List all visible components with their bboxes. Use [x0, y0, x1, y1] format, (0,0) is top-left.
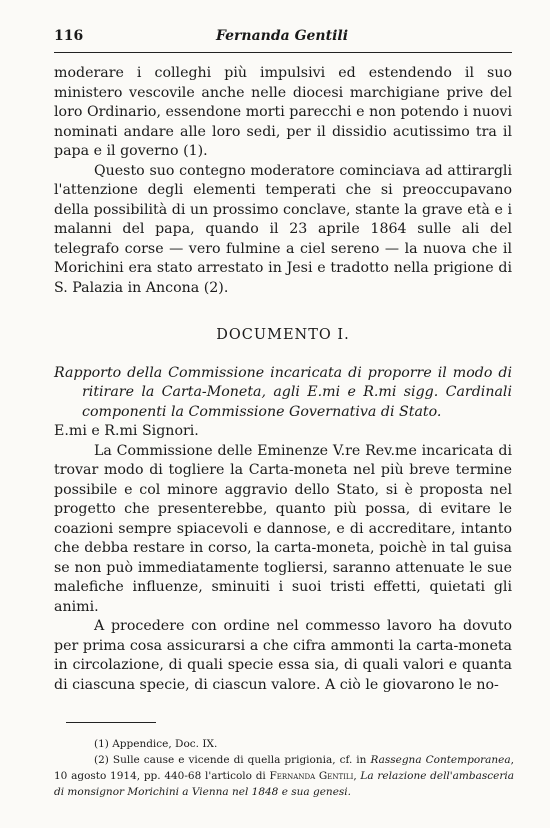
document-paragraph: La Commissione delle Eminenze V.re Rev.me incaricata di trovar modo di togliere la Carta-moneta nel più breve termine possibile e col minore aggravio dello Stato, si è proposta nel progetto che presenterebbe, quanto più possa, di evitare le coazioni sempre spiacevoli e dannose, e di accreditare, intanto che debba restare in corso, la carta-moneta, poichè in tal guisa se non può immediatamente togliersi, saranno attenuate le sue malefiche influenze, sminuiti i suoi tristi effetti, quietati gli animi.: [54, 442, 512, 615]
footnote-2-article-title: La relazione dell'ambasceria di monsignor Morichini a Vienna nel 1848 e sua genesi.: [54, 770, 514, 798]
document-paragraph: A procedere con ordine nel commesso lavoro ha dovuto per prima cosa assicurarsi a che cifra ammonti la carta-moneta in circolazione, di quali specie essa sia, di quali valori e quanta di ciascuna specie, di ciascun valore. A ciò le giovarono le no-: [54, 618, 512, 693]
document-caption: Rapporto della Commissione incaricata di proporre il modo di ritirare la Carta-Moneta, agli E.mi e R.mi sigg. Cardinali componenti la Commissione Governativa di Stato.: [54, 364, 512, 420]
page-header: [54, 28, 510, 50]
footnotes: [54, 736, 514, 800]
footnote-2-text: (2) Sulle cause e vicende di quella prigionia, cf. in: [94, 754, 371, 766]
footnote-2-journal: Rassegna Contemporanea: [370, 754, 511, 766]
footnote-2-text: , 10 agosto 1914, pp. 440-68 l'articolo di: [54, 754, 514, 782]
header-rule: [54, 52, 512, 53]
footnote-2: [54, 752, 514, 800]
document-title: DOCUMENTO I.: [216, 327, 350, 343]
body-paragraph: moderare i colleghi più impulsivi ed estendendo il suo ministero vescovile anche nelle diocesi marchigiane prive del loro Ordinario, essendone morti parecchi e non potendo i nuovi nominati andare alle loro sedi, per il dissidio acutissimo tra il papa e il governo (1).: [54, 65, 512, 159]
footnote-2-text: ,: [353, 770, 361, 782]
footnote-2-author: Fernanda Gentili: [269, 770, 354, 782]
footnote-rule: [66, 722, 156, 723]
body-paragraph: Questo suo contegno moderatore cominciava ad attirargli l'attenzione degli elementi temperati che si preoccupavano della possibilità di un prossimo conclave, stante la grave età e i malanni del papa, quando il 23 aprile 1864 sulle ali del telegrafo corse — vero fulmine a ciel sereno — la nuova che il Morichini era stato arrestato in Jesi e tradotto nella prigione di S. Palazia in Ancona (2).: [54, 162, 512, 296]
running-head: Fernanda Gentili: [215, 28, 349, 44]
document-salutation: E.mi e R.mi Signori.: [54, 423, 199, 439]
page-body: [54, 64, 512, 695]
page-number: 116: [54, 28, 84, 44]
footnote-1: (1) Appendice, Doc. IX.: [94, 738, 218, 750]
